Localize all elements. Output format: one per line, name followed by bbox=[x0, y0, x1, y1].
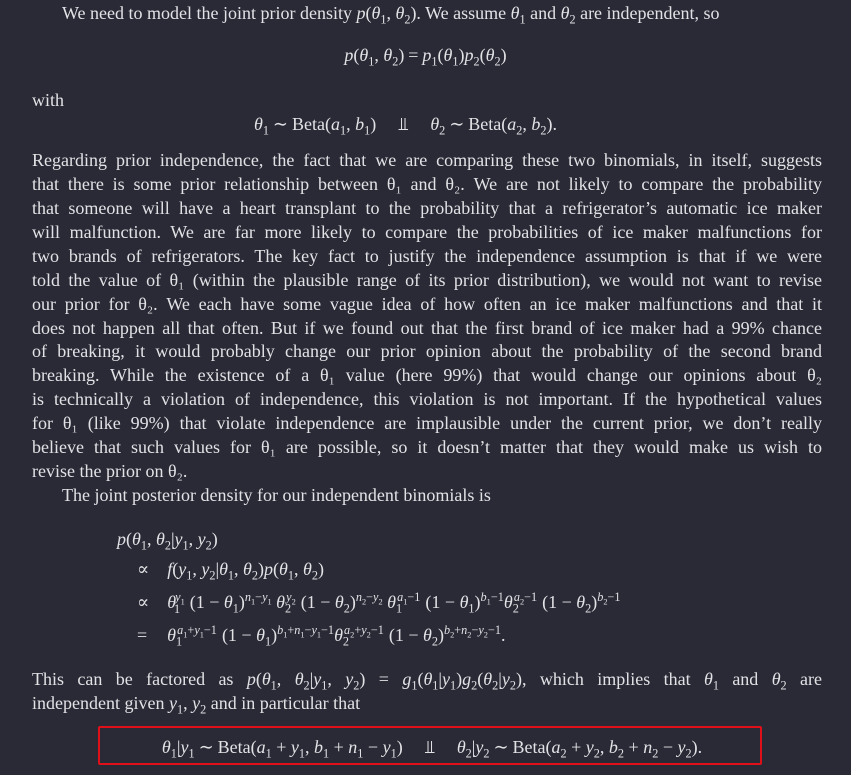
paragraph-line: that there is some prior relationship between θ₁ and θ₂. We are not likely to compare the probability bbox=[32, 174, 822, 194]
with-word: with bbox=[32, 90, 65, 110]
intro-text: We need to model the joint prior density $p(\theta_1$, $\theta_2$). We assume $\theta_1$ and $\theta_2$ are independent, so bbox=[62, 3, 720, 27]
highlight-box bbox=[98, 726, 762, 765]
paragraph-line: told the value of θ₁ (within the plausible range of its prior distribution), we would not want to revise bbox=[32, 270, 822, 290]
paragraph-line: revise the prior on θ₂. bbox=[32, 461, 188, 481]
posterior-intro: The joint posterior density for our independent binomials is bbox=[62, 485, 491, 505]
equation-posterior-step1: ∝ $f(y_1$, $y_2|\theta_1$, $\theta_2)p(\theta_1$, $\theta_2$) bbox=[137, 559, 324, 583]
paragraph-line: two brands of refrigerators. The key fact to justify the independence assumption is that if we were bbox=[32, 246, 822, 266]
intro-line bbox=[62, 2, 720, 26]
paragraph-line: of breaking, it would probably change our prior opinion about the probability of the second brand bbox=[32, 341, 822, 361]
paragraph-line: believe that such values for θ₁ are possible, so it doesn’t matter that they would make us wish to bbox=[32, 437, 822, 457]
factored-line-1: This can be factored as $p(\theta_1$, $\theta_2|y_1$, $y_2) = g_1(\theta_1|y_1)g_2(\theta_2|y_2)$, which implies that $\theta_1$ and $\theta_2$ are bbox=[32, 669, 823, 693]
paragraph-line: for θ₁ (like 99%) that violate independence are implausible under the current prior, we don’t really bbox=[32, 413, 822, 433]
equation-posterior-lhs: $p(\theta_1$, $\theta_2|y_1$, $y_2$) bbox=[117, 529, 218, 553]
paragraph-line: will malfunction. We are far more likely to compare the probabilities of ice maker malfunctions for bbox=[32, 222, 822, 242]
equation-posterior-step2: ∝ $\theta_1^{y_1}$ $(1 - \theta_1)^{n_1-y_1}$ $\theta_2^{y_2}$ $(1 - \theta_2)^{n_2-y_2}$ $\theta_1^{a_1-1}$ $(1 - \theta_1)^{b_1-1}\theta_2^{a_2-1}$ $(1 - \theta_2)^{b_2-1}$ bbox=[137, 590, 621, 616]
paragraph-line: that someone will have a heart transplant to the probability that a refrigerator’s automatic ice maker bbox=[32, 198, 822, 218]
factored-line-2: independent given $y_1$, $y_2$ and in particular that bbox=[32, 693, 361, 717]
paragraph-line: breaking. While the existence of a θ₁ value (here 99%) that would change our opinions about θ₂ bbox=[32, 365, 822, 385]
equation-prior-factorization: $p(\theta_1$, $\theta_2) = p_1(\theta_1)p_2(\theta_2)$ bbox=[344, 45, 507, 69]
paragraph-line: Regarding prior independence, the fact that we are comparing these two binomials, in itself, suggests bbox=[32, 150, 822, 170]
equation-posterior-beta: $\theta_1|y_1$ ∼ $Beta(a_1 + y_1$, $b_1 + n_1 - y_1$) ⫫ $\theta_2|y_2$ ∼ $Beta(a_2 + y_2$, $b_2 + n_2 - y_2$). bbox=[161, 737, 703, 761]
paragraph-line: does not happen all that often. But if we found out that the first brand of ice maker had a 99% chance bbox=[32, 318, 822, 338]
paragraph-line: is technically a violation of independence, this violation is not important. If the hypothetical values bbox=[32, 389, 822, 409]
equation-posterior-step3: = $\theta_1^{a_1+y_1-1}$ $(1 - \theta_1)^{b_1+n_1-y_1-1}\theta_2^{a_2+y_2-1}$ $(1 - \theta_2)^{b_2+n_2-y_2-1}$. bbox=[137, 623, 506, 649]
equation-prior-beta: $\theta_1$ ∼ $Beta(a_1$, $b_1$) ⫫ $\theta_2$ ∼ $Beta(a_2$, $b_2$). bbox=[254, 114, 558, 138]
paragraph-line: our prior for θ₂. We each have some vague idea of how often an ice maker malfunctions and that it bbox=[32, 294, 822, 314]
